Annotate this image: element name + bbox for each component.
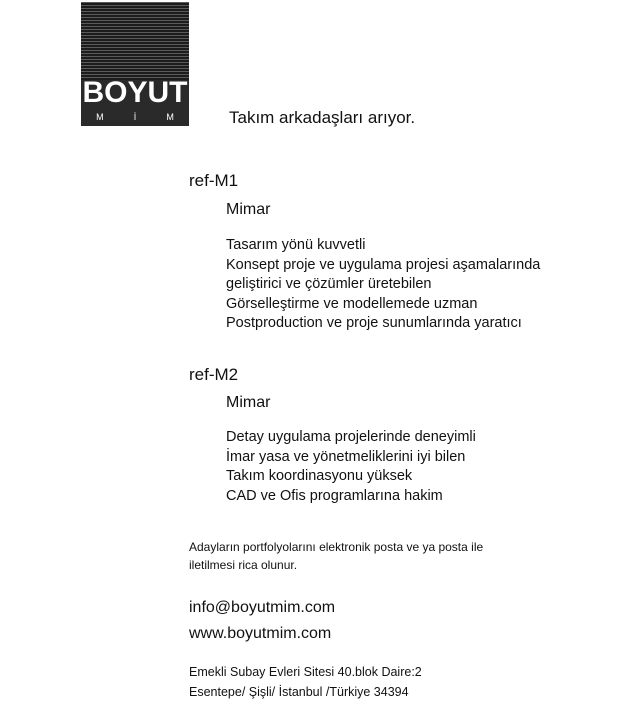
logo-sub-letter: M — [166, 112, 174, 122]
position-ref: ref-M1 — [189, 171, 239, 190]
note-line: Adayların portfolyolarını elektronik posta ve ya posta ile — [189, 540, 484, 554]
position-requirements — [226, 428, 476, 506]
position-role: Mimar — [226, 394, 271, 411]
requirement-line: Postproduction ve proje sunumlarında yaratıcı — [226, 315, 522, 331]
note-line: iletilmesi rica olunur. — [189, 558, 298, 572]
logo-stripes — [81, 2, 189, 80]
requirement-line: Tasarım yönü kuvvetli — [226, 237, 366, 253]
requirement-line: Takım koordinasyonu yüksek — [226, 468, 413, 484]
requirement-line: Görselleştirme ve modellemede uzman — [226, 295, 478, 312]
position-role: Mimar — [226, 201, 271, 218]
requirement-line: Konsept proje ve uygulama projesi aşamalarında — [226, 256, 541, 273]
requirement-line: CAD ve Ofis programlarına hakim — [226, 487, 443, 504]
headline: Takım arkadaşları arıyor. — [229, 108, 416, 127]
email-link[interactable]: info@boyutmim.com — [189, 599, 336, 616]
requirement-line: geliştirici ve çözümler üretebilen — [226, 276, 432, 292]
position-requirements — [226, 236, 540, 334]
position-ref: ref-M2 — [189, 365, 239, 384]
address-line: Esentepe/ Şişli/ İstanbul /Türkiye 34394 — [189, 685, 409, 699]
boyut-logo — [81, 2, 189, 126]
logo-word: BOYUT — [82, 76, 188, 109]
logo-sub-letter: İ — [133, 112, 137, 122]
application-note — [189, 538, 483, 574]
website-link[interactable]: www.boyutmim.com — [189, 625, 332, 642]
logo-subtitle — [81, 112, 189, 122]
requirement-line: Detay uygulama projelerinde deneyimli — [226, 429, 476, 445]
requirement-line: İmar yasa ve yönetmeliklerini iyi bilen — [226, 448, 466, 465]
address-line: Emekli Subay Evleri Sitesi 40.blok Daire:2 — [189, 665, 422, 679]
logo-sub-letter: M — [96, 112, 104, 122]
